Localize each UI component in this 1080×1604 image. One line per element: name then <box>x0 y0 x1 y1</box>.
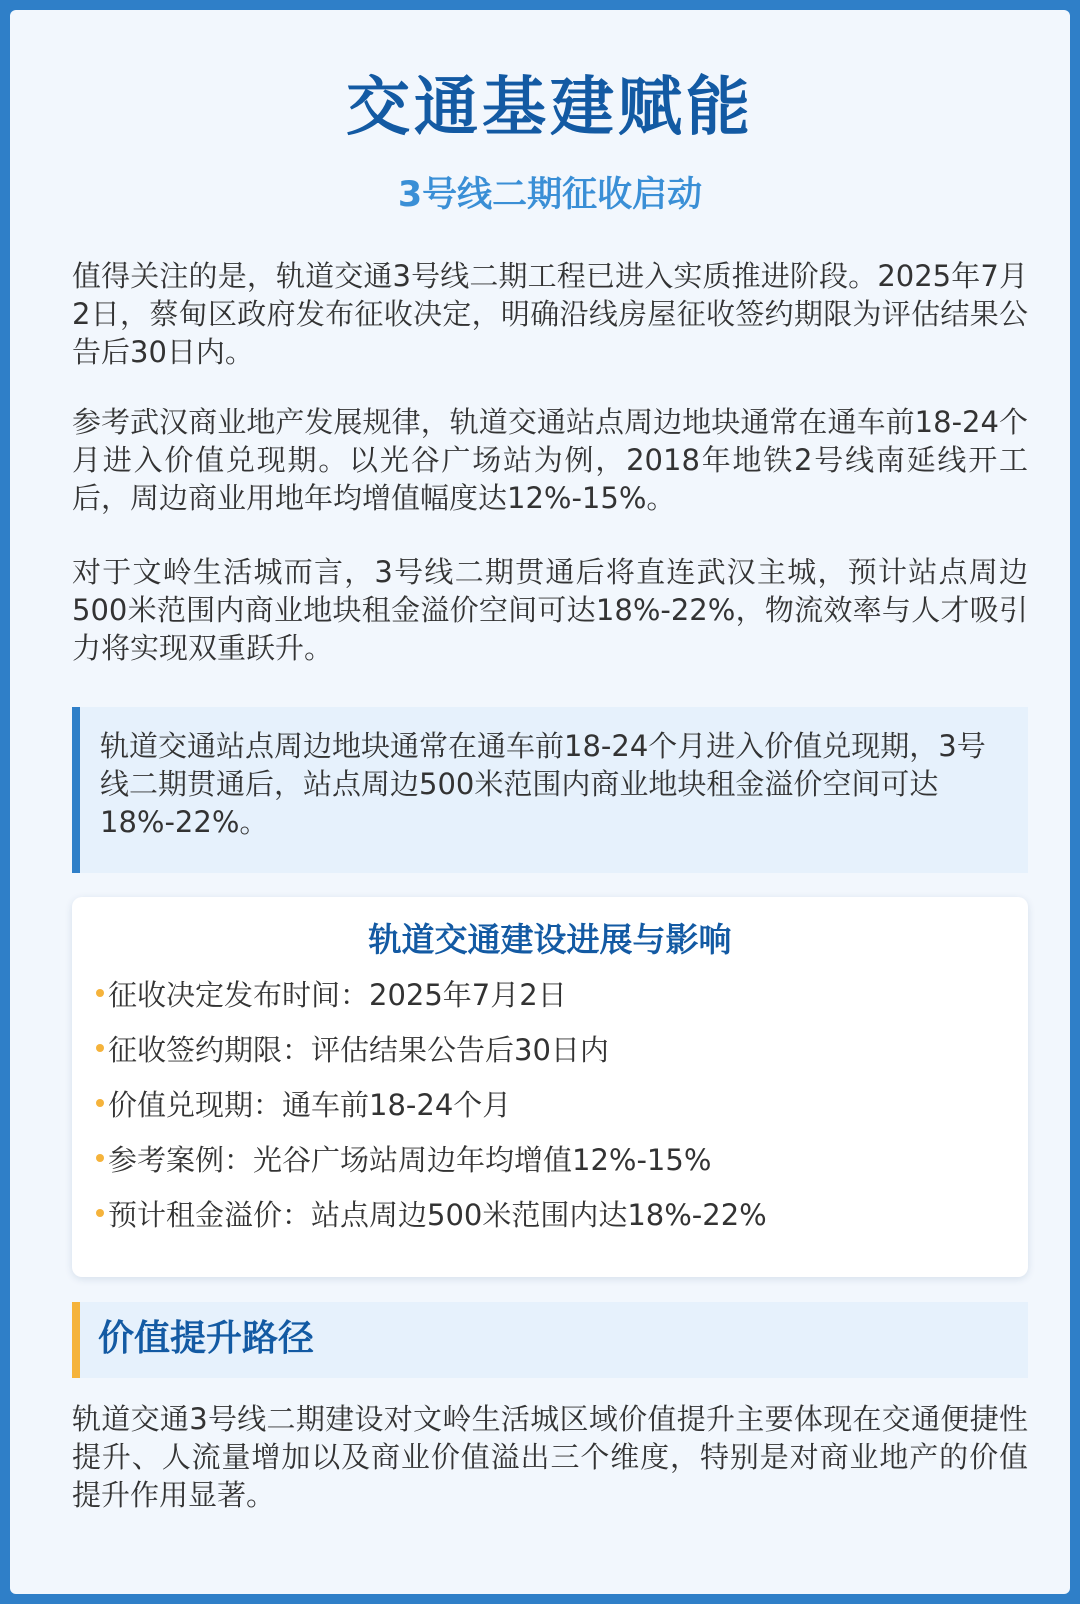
page-title: 交通基建赋能 <box>346 71 754 145</box>
bullet-dot-icon <box>96 989 104 997</box>
list-item <box>108 1085 511 1125</box>
card-title: 轨道交通建设进展与影响 <box>368 920 732 959</box>
bullet-dot-icon <box>96 1154 104 1162</box>
section-title: 价值提升路径 <box>98 1318 315 1359</box>
list-item-text: 预计租金溢价：站点周边500米范围内达18%-22% <box>108 1198 767 1232</box>
list-item <box>108 1195 767 1235</box>
quote-text: 轨道交通站点周边地块通常在通车前18-24个月进入价值兑现期，3号线二期贯通后，站点周边500米范围内商业地块租金溢价空间可达18%-22%。 <box>100 729 986 839</box>
section-body: 轨道交通3号线二期建设对文岭生活城区域价值提升主要体现在交通便捷性提升、人流量增加以及商业价值溢出三个维度，特别是对商业地产的价值提升作用显著。 <box>72 1402 1028 1512</box>
list-item <box>108 1140 711 1180</box>
section-header <box>72 1302 1028 1378</box>
paragraph-1: 值得关注的是，轨道交通3号线二期工程已进入实质推进阶段。2025年7月2日，蔡甸区政府发布征收决定，明确沿线房屋征收签约期限为评估结果公告后30日内。 <box>72 259 1028 369</box>
list-item <box>108 1030 609 1070</box>
highlight-quote <box>72 707 1028 873</box>
list-item-text: 参考案例：光谷广场站周边年均增值12%-15% <box>108 1143 712 1177</box>
paragraph-3: 对于文岭生活城而言，3号线二期贯通后将直连武汉主城，预计站点周边500米范围内商业地块租金溢价空间可达18%-22%，物流效率与人才吸引力将实现双重跃升。 <box>72 555 1028 665</box>
list-item-text: 征收签约期限：评估结果公告后30日内 <box>108 1033 609 1067</box>
bullet-dot-icon <box>96 1209 104 1217</box>
bullet-dot-icon <box>96 1099 104 1107</box>
list-item-text: 征收决定发布时间：2025年7月2日 <box>108 978 567 1012</box>
page-subtitle: 3号线二期征收启动 <box>397 175 703 215</box>
page-frame <box>10 10 1070 1594</box>
paragraph-2: 参考武汉商业地产发展规律，轨道交通站点周边地块通常在通车前18-24个月进入价值兑现期。以光谷广场站为例，2018年地铁2号线南延线开工后，周边商业用地年均增值幅度达12%-15%。 <box>72 405 1028 515</box>
bullet-dot-icon <box>96 1044 104 1052</box>
list-item-text: 价值兑现期：通车前18-24个月 <box>108 1088 512 1122</box>
list-item <box>108 975 567 1015</box>
info-card <box>72 897 1028 1277</box>
